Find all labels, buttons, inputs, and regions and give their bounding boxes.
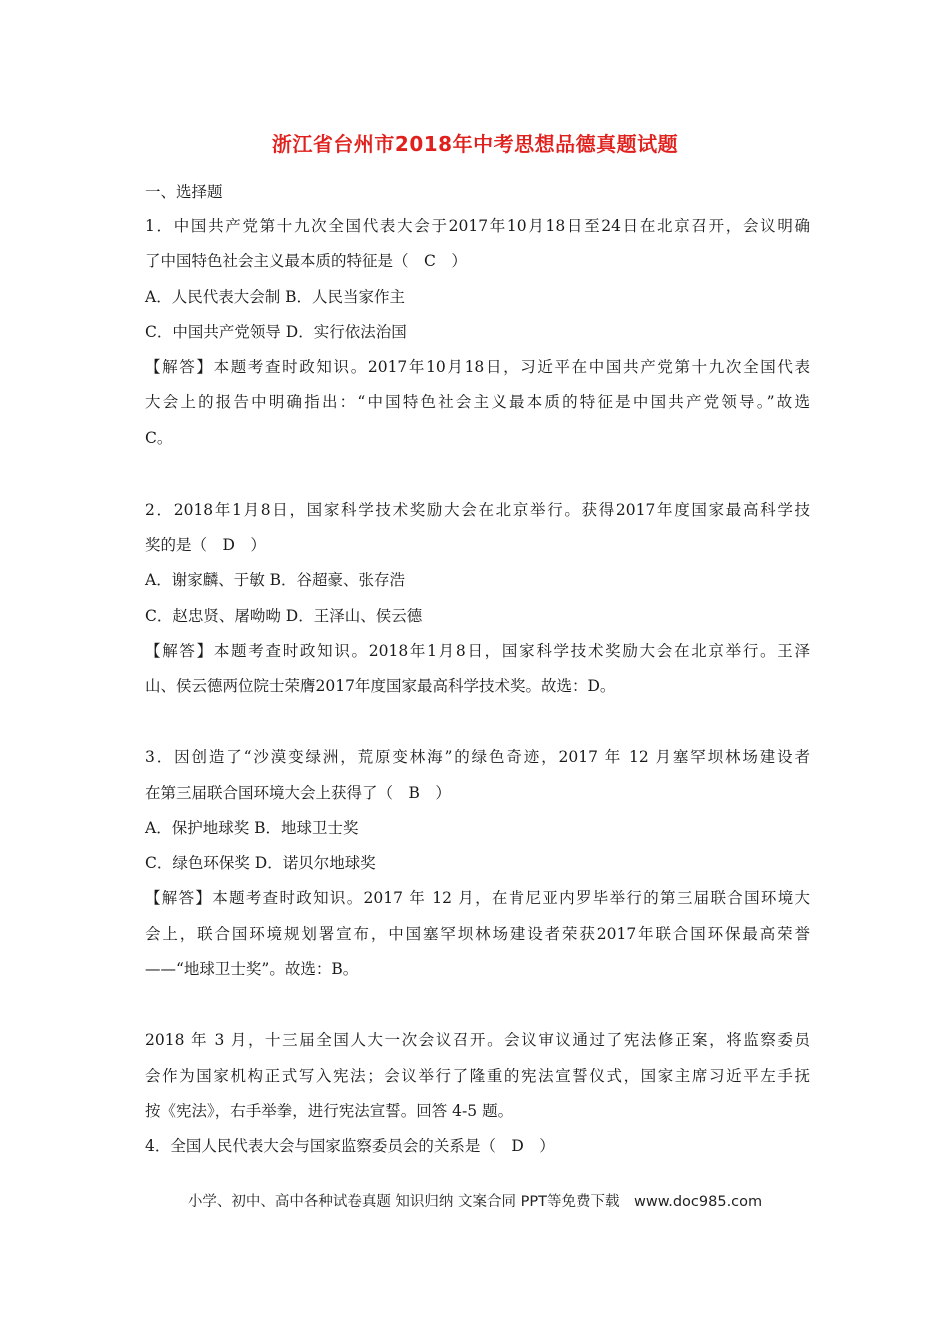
q1-options-line-2: C．中国共产党领导 D．实行依法治国 [145,323,407,341]
q3-answer-line-1: 【解答】本题考查时政知识。2017 年 12 月，在肯尼亚内罗毕举行的第三届联合国环境大 [145,889,810,907]
q3-options-line-1: A．保护地球奖 B．地球卫士奖 [145,819,359,837]
material-line-2: 会作为国家机构正式写入宪法；会议举行了隆重的宪法宣誓仪式，国家主席习近平左手抚 [145,1067,810,1085]
q2-stem-line-1: 2．2018年1月8日，国家科学技术奖励大会在北京举行。获得2017年度国家最高科学技 [145,501,810,519]
q3-options-line-2: C．绿色环保奖 D．诺贝尔地球奖 [145,854,376,872]
q1-stem-line-2: 了中国特色社会主义最本质的特征是（ C ） [145,252,467,270]
q1-answer-line-2: 大会上的报告中明确指出：“中国特色社会主义最本质的特征是中国共产党领导。”故选 [145,393,810,411]
q1-options-line-1: A．人民代表大会制 B．人民当家作主 [145,288,406,306]
q3-stem-line-1: 3．因创造了“沙漠变绿洲，荒原变林海”的绿色奇迹，2017 年 12 月塞罕坝林场建设者 [145,748,810,766]
q3-stem-line-2: 在第三届联合国环境大会上获得了（ B ） [145,784,451,802]
q2-stem-line-2: 奖的是（ D ） [145,536,266,554]
q2-options-line-2: C．赵忠贤、屠呦呦 D．王泽山、侯云德 [145,607,423,625]
q4-stem-line-1: 4．全国人民代表大会与国家监察委员会的关系是（ D ） [145,1137,555,1155]
q2-answer-line-1: 【解答】本题考查时政知识。2018年1月8日，国家科学技术奖励大会在北京举行。王泽 [145,642,810,660]
section-heading: 一、选择题 [145,183,223,201]
q3-answer-line-3: ——“地球卫士奖”。故选：B。 [145,960,359,978]
q2-answer-line-2: 山、侯云德两位院士荣膺2017年度国家最高科学技术奖。故选：D。 [145,677,616,695]
q1-stem-line-1: 1．中国共产党第十九次全国代表大会于2017年10月18日至24日在北京召开，会议明确 [145,217,810,235]
document-title: 浙江省台州市2018年中考思想品德真题试题 [271,132,679,156]
page-footer: 小学、初中、高中各种试卷真题 知识归纳 文案合同 PPT等免费下载 www.doc985.com [187,1194,763,1210]
q1-answer-line-1: 【解答】本题考查时政知识。2017年10月18日，习近平在中国共产党第十九次全国代表 [145,358,810,376]
material-line-1: 2018 年 3 月，十三届全国人大一次会议召开。会议审议通过了宪法修正案，将监察委员 [145,1031,810,1049]
q1-answer-line-3: C。 [145,429,173,447]
q3-answer-line-2: 会上，联合国环境规划署宣布，中国塞罕坝林场建设者荣获2017年联合国环保最高荣誉 [145,925,810,943]
q2-options-line-1: A．谢家麟、于敏 B．谷超豪、张存浩 [145,571,406,589]
material-line-3: 按《宪法》，右手举拳，进行宪法宣誓。回答 4-5 题。 [145,1102,514,1120]
